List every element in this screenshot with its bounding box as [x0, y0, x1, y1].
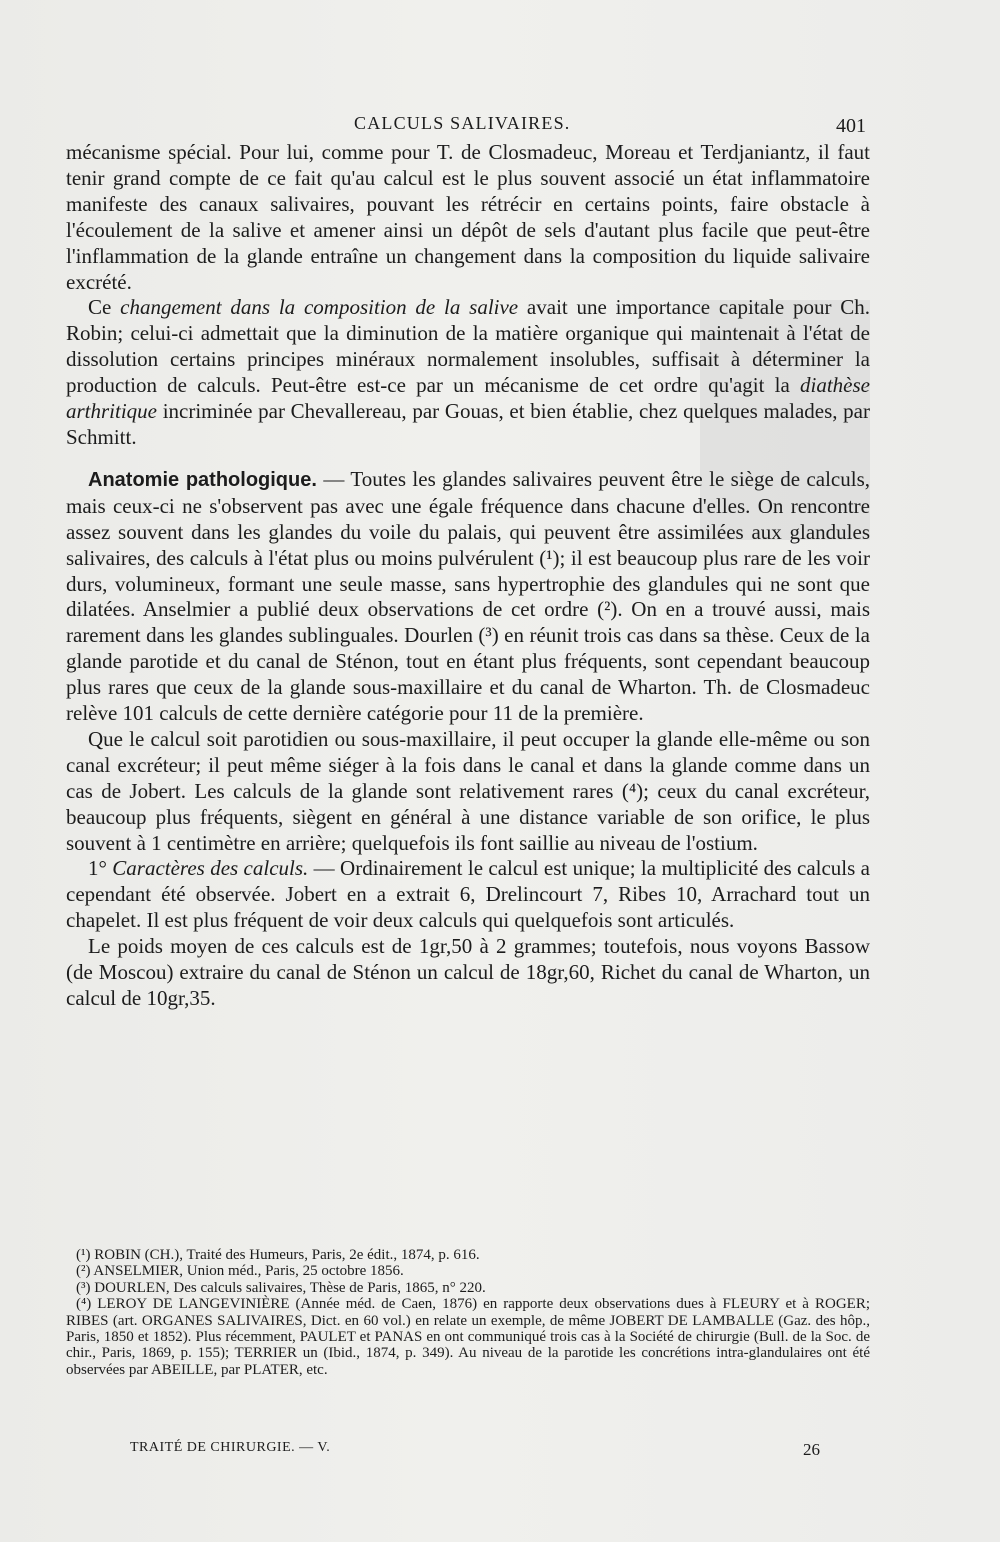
signature-mark: 26: [803, 1440, 820, 1459]
p2-italic-b: changement dans la composition de la salive: [120, 295, 519, 320]
running-title: CALCULS SALIVAIRES.: [354, 113, 571, 133]
section-title: Anatomie pathologique.: [88, 468, 317, 491]
paragraph-3: [66, 467, 870, 727]
p5-italic-b: Caractères des calculs.: [112, 856, 309, 881]
paragraph-4: Que le calcul soit parotidien ou sous-maxillaire, il peut occuper la glande elle-même ou son canal excréteur; il peut même siéger à la fois dans le canal et dans la glande comme dans un cas de Jobert. Les calculs de la glande sont relativement rares (⁴); ceux du canal excréteur, beaucoup plus fréquents, siègent en général à une distance variable de son orifice, le plus souvent à 1 centimètre en arrière; quelquefois ils font saillie au niveau de l'ostium.: [66, 726, 870, 855]
footnotes: [66, 1247, 870, 1378]
p5-text-c: — Ordinairement le calcul est unique; la multiplicité des calculs a cependant été observée. Jobert en a extrait 6, Drelincourt 7, Ribes 10, Arrachard tout un chapelet. Il est plus fréquent de voir deux calculs qui quelquefois sont articulés.: [66, 856, 870, 933]
paragraph-2: [66, 295, 870, 450]
p3-text: — Toutes les glandes salivaires peuvent être le siège de calculs, mais ceux-ci ne s'observent pas avec une égale fréquence dans chacune d'elles. On rencontre assez souvent dans les glandes du voile du palais, qui peuvent être assimilées aux glandules salivaires, des calculs à l'état plus ou moins pulvérulent (¹); il est beaucoup plus rare de les voir durs, volumineux, formant une seule masse, sans hypertrophie des glandules qui ne sont que dilatées. Anselmier a publié deux observations de cet ordre (²). On en a trouvé aussi, mais rarement dans les glandes sublinguales. Dourlen (³) en réunit trois cas dans sa thèse. Ceux de la glande parotide et du canal de Sténon, tout en étant plus fréquents, sont cependant beaucoup plus rares que ceux de la glande sous-maxillaire et du canal de Wharton. Th. de Closmadeuc relève 101 calculs de cette dernière catégorie pour 11 de la première.: [66, 466, 870, 726]
footnote-3: (³) DOURLEN, Des calculs salivaires, Thèse de Paris, 1865, n° 220.: [76, 1279, 486, 1296]
paragraph-1: mécanisme spécial. Pour lui, comme pour T. de Closmadeuc, Moreau et Terdjaniantz, il faut tenir grand compte de ce fait qu'au calcul est le plus souvent associé un état inflammatoire manifeste des canaux salivaires, pouvant les rétrécir en certains points, faire obstacle à l'écoulement de la salive et amener ainsi un dépôt de sels d'autant plus facile que peut-être l'inflammation de la glande entraîne un changement dans la composition du liquide salivaire excrété.: [66, 140, 870, 294]
footnote-4: (⁴) LEROY DE LANGEVINIÈRE (Année méd. de Caen, 1876) en rapporte deux observations dues à FLEURY et à ROGER; RIBES (art. ORGANES SALIVAIRES, Dict. en 60 vol.) en relate un exemple, de même JOBERT DE LAMBALLE (Gaz. des hôp., Paris, 1850 et 1852). Plus récemment, PAULET et PANAS en ont communiqué trois cas à la Société de chirurgie (Bull. de la Soc. de chir., Paris, 1869, p. 155); TERRIER un (Ibid., 1874, p. 349). Au niveau de la parotide les concrétions intra-glandulaires ont été observées par ABEILLE, par PLATER, etc.: [66, 1296, 870, 1378]
p2-text-c: avait une importance capitale pour Ch. Robin; celui-ci admettait que la diminution de la matière organique qui maintenait à l'état de dissolution certains principes minéraux normalement insolubles, suffisait à déterminer la production de calculs. Peut-être est-ce par un mécanisme de cet ordre qu'agit la: [66, 295, 870, 398]
running-header: [66, 113, 866, 139]
page-footer: [130, 1440, 820, 1462]
body-text: [66, 140, 870, 1012]
paragraph-6: Le poids moyen de ces calculs est de 1gr,50 à 2 grammes; toutefois, nous voyons Bassow (de Moscou) extraire du canal de Sténon un calcul de 18gr,60, Richet du canal de Wharton, un calcul de 10gr,35.: [66, 934, 870, 1010]
footnote-2: (²) ANSELMIER, Union méd., Paris, 25 octobre 1856.: [76, 1263, 404, 1280]
page-number: 401: [836, 115, 866, 137]
p2-italic-d: diathèse arthritique: [66, 373, 870, 424]
footer-book-title: TRAITÉ DE CHIRURGIE. — V.: [130, 1440, 331, 1455]
footnote-1: (¹) ROBIN (CH.), Traité des Humeurs, Paris, 2e édit., 1874, p. 616.: [76, 1247, 480, 1263]
paragraph-5: [66, 856, 870, 934]
p2-text-e: incriminée par Chevallereau, par Gouas, et bien établie, chez quelques malades, par Schmitt.: [66, 399, 870, 449]
p2-text-a: Ce: [88, 295, 121, 320]
p5-text-a: 1°: [88, 856, 113, 881]
